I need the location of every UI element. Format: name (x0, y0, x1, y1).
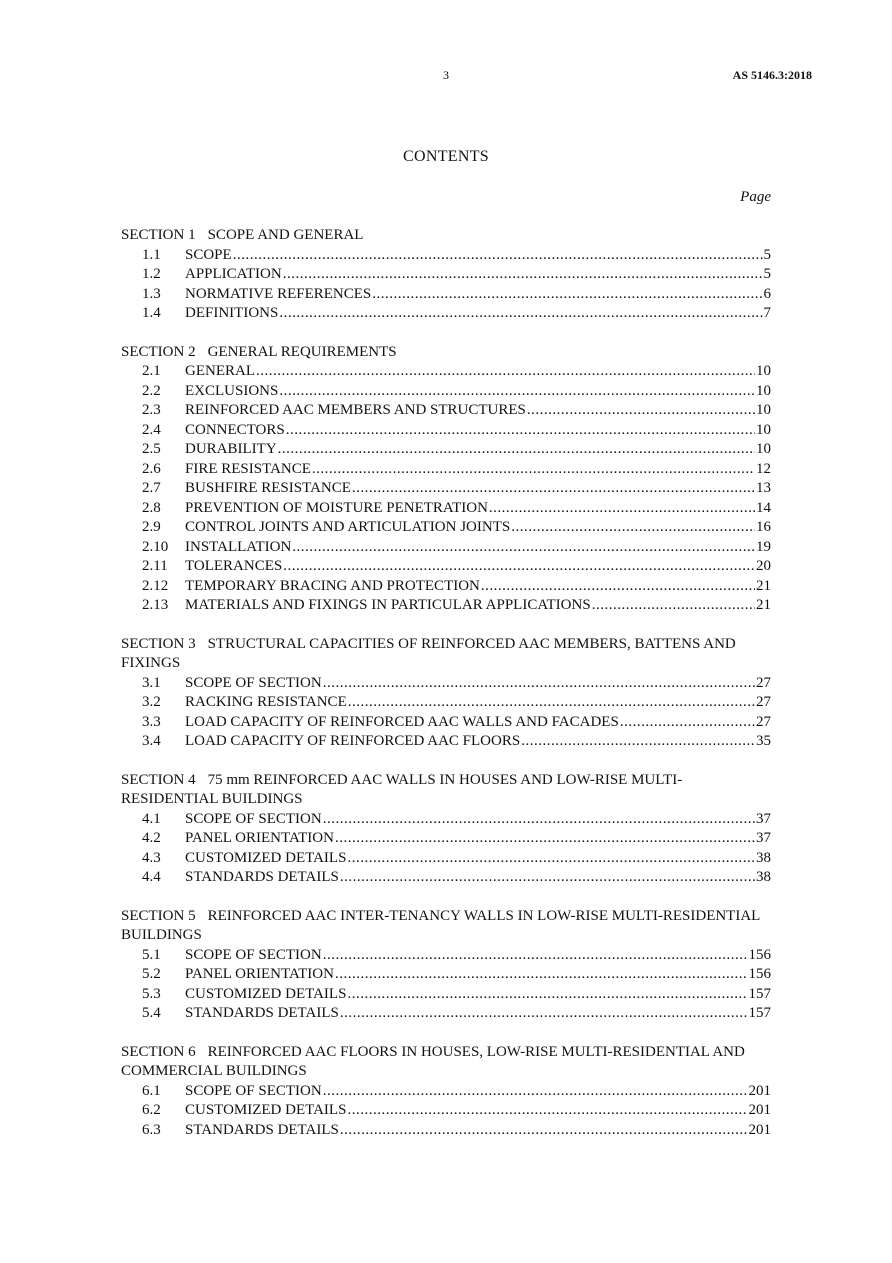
entry-label: TEMPORARY BRACING AND PROTECTION (185, 577, 480, 594)
toc-entry[interactable] (121, 810, 771, 830)
dot-leader (372, 285, 762, 305)
entry-number: 2.3 (142, 402, 161, 418)
entry-page-number: 201 (748, 1082, 771, 1099)
dot-leader (283, 557, 755, 577)
page-number: 3 (443, 68, 449, 82)
entry-number: 2.5 (142, 441, 161, 457)
entry-page-number: 157 (748, 1005, 771, 1021)
entry-label: SCOPE OF SECTION (185, 1082, 322, 1099)
entry-label: PREVENTION OF MOISTURE PENETRATION (185, 499, 488, 516)
toc-entry[interactable] (121, 421, 771, 441)
entry-page-number: 201 (748, 1121, 771, 1138)
dot-leader (323, 674, 755, 694)
entry-label: CUSTOMIZED DETAILS (185, 985, 347, 1002)
table-of-contents (121, 226, 771, 1159)
toc-entry[interactable] (121, 985, 771, 1005)
section-heading[interactable] (121, 226, 771, 246)
entry-number: 2.9 (142, 519, 161, 535)
entry-page-number: 10 (756, 402, 771, 418)
entry-page-number: 157 (748, 985, 771, 1002)
entry-page-number: 27 (756, 694, 771, 710)
entry-label: LOAD CAPACITY OF REINFORCED AAC WALLS AND FACADES (185, 713, 619, 730)
entry-number: 2.8 (142, 499, 161, 516)
dot-leader (323, 810, 755, 830)
toc-entry[interactable] (121, 265, 771, 285)
dot-leader (347, 985, 747, 1005)
dot-leader (521, 732, 755, 752)
dot-leader (279, 382, 755, 402)
entry-number: 4.2 (142, 830, 161, 846)
dot-leader (335, 965, 748, 985)
dot-leader (340, 1004, 748, 1024)
entry-number: 6.3 (142, 1121, 161, 1138)
dot-leader (489, 499, 755, 519)
entry-number: 1.3 (142, 285, 161, 302)
dot-leader (592, 596, 755, 616)
entry-page-number: 35 (756, 733, 771, 749)
entry-number: 5.4 (142, 1005, 161, 1021)
toc-entry[interactable] (121, 829, 771, 849)
entry-label: CUSTOMIZED DETAILS (185, 1102, 347, 1118)
entry-label: BUSHFIRE RESISTANCE (185, 480, 351, 496)
toc-entry[interactable] (121, 674, 771, 694)
entry-label: STANDARDS DETAILS (185, 1121, 339, 1138)
dot-leader (620, 713, 755, 733)
entry-number: 1.4 (142, 305, 161, 321)
entry-page-number: 5 (763, 246, 771, 263)
entry-page-number: 13 (756, 480, 771, 496)
entry-page-number: 7 (763, 305, 771, 321)
entry-number: 2.10 (142, 538, 169, 555)
entry-page-number: 201 (748, 1102, 771, 1118)
entry-number: 2.4 (142, 421, 161, 438)
toc-entry[interactable] (121, 304, 771, 324)
entry-label: CONTROL JOINTS AND ARTICULATION JOINTS (185, 519, 511, 535)
entry-number: 3.4 (142, 733, 161, 749)
entry-label: SCOPE (185, 246, 232, 263)
toc-section (121, 1043, 771, 1141)
entry-label: SCOPE OF SECTION (185, 810, 322, 827)
toc-entry[interactable] (121, 518, 771, 538)
entry-page-number: 37 (756, 810, 771, 827)
toc-entry[interactable] (121, 965, 771, 985)
entry-number: 2.11 (142, 558, 168, 574)
section-title: SCOPE AND GENERAL (207, 227, 364, 243)
entry-label: DEFINITIONS (185, 305, 279, 321)
entry-label: DURABILITY (185, 441, 277, 457)
entry-number: 1.2 (142, 266, 161, 282)
entry-number: 6.2 (142, 1102, 161, 1118)
entry-page-number: 38 (756, 869, 771, 885)
entry-number: 3.1 (142, 674, 161, 691)
toc-entry[interactable] (121, 1101, 771, 1121)
toc-entry[interactable] (121, 401, 771, 421)
toc-entry[interactable] (121, 499, 771, 519)
toc-entry[interactable] (121, 538, 771, 558)
entry-page-number: 12 (756, 460, 771, 477)
toc-section (121, 226, 771, 324)
toc-entry[interactable] (121, 440, 771, 460)
entry-page-number: 10 (756, 421, 771, 438)
entry-page-number: 6 (763, 285, 771, 302)
section-number: SECTION 2 (121, 343, 196, 360)
section-title: 75 mm REINFORCED AAC WALLS IN HOUSES AND LOW-RISE MULTI-RESIDENTIAL BUILDINGS (121, 771, 683, 807)
entry-page-number: 10 (756, 441, 771, 457)
toc-section (121, 907, 771, 1024)
toc-entry[interactable] (121, 1004, 771, 1024)
dot-leader (278, 440, 755, 460)
entry-page-number: 21 (756, 597, 771, 613)
entry-label: NORMATIVE REFERENCES (185, 285, 372, 302)
entry-label: STANDARDS DETAILS (185, 869, 339, 885)
dot-leader (323, 1082, 748, 1102)
entry-label: RACKING RESISTANCE (185, 694, 347, 710)
entry-page-number: 156 (748, 946, 771, 963)
entry-number: 3.3 (142, 713, 161, 730)
entry-label: CONNECTORS (185, 421, 285, 438)
toc-entry[interactable] (121, 693, 771, 713)
section-title: REINFORCED AAC INTER-TENANCY WALLS IN LOW-RISE MULTI-RESIDENTIAL BUILDINGS (121, 907, 760, 943)
page-column-label: Page (740, 189, 771, 205)
entry-number: 2.1 (142, 363, 161, 379)
entry-number: 4.3 (142, 849, 161, 866)
entry-number: 2.12 (142, 577, 169, 594)
section-number: SECTION 6 (121, 1043, 196, 1060)
dot-leader (323, 946, 748, 966)
entry-number: 2.6 (142, 460, 161, 477)
toc-section (121, 771, 771, 888)
toc-entry[interactable] (121, 596, 771, 616)
entry-label: GENERAL (185, 363, 255, 379)
entry-page-number: 14 (756, 499, 771, 516)
entry-label: TOLERANCES (185, 558, 283, 574)
entry-label: CUSTOMIZED DETAILS (185, 849, 347, 866)
entry-label: STANDARDS DETAILS (185, 1005, 339, 1021)
dot-leader (511, 518, 755, 538)
dot-leader (312, 460, 755, 480)
section-heading[interactable] (121, 635, 771, 674)
entry-number: 6.1 (142, 1082, 161, 1099)
section-title: REINFORCED AAC FLOORS IN HOUSES, LOW-RISE MULTI-RESIDENTIAL AND COMMERCIAL BUILDINGS (121, 1043, 745, 1079)
entry-label: INSTALLATION (185, 538, 292, 555)
entry-page-number: 5 (763, 266, 771, 282)
entry-label: EXCLUSIONS (185, 382, 279, 399)
toc-entry[interactable] (121, 1121, 771, 1141)
entry-number: 5.1 (142, 946, 161, 963)
dot-leader (348, 693, 755, 713)
dot-leader (352, 479, 755, 499)
toc-entry[interactable] (121, 732, 771, 752)
entry-label: LOAD CAPACITY OF REINFORCED AAC FLOORS (185, 733, 521, 749)
toc-section (121, 343, 771, 616)
dot-leader (335, 829, 755, 849)
standard-identifier: AS 5146.3:2018 (732, 68, 812, 82)
section-title: STRUCTURAL CAPACITIES OF REINFORCED AAC MEMBERS, BATTENS AND FIXINGS (121, 635, 736, 671)
toc-section (121, 635, 771, 752)
toc-entry[interactable] (121, 362, 771, 382)
entry-page-number: 10 (756, 382, 771, 399)
toc-entry[interactable] (121, 577, 771, 597)
toc-entry[interactable] (121, 479, 771, 499)
toc-entry[interactable] (121, 1082, 771, 1102)
section-title: GENERAL REQUIREMENTS (207, 343, 397, 360)
toc-entry[interactable] (121, 946, 771, 966)
entry-page-number: 16 (756, 519, 771, 535)
entry-label: APPLICATION (185, 266, 282, 282)
entry-number: 2.7 (142, 480, 161, 496)
entry-page-number: 27 (756, 674, 771, 691)
dot-leader (481, 577, 755, 597)
dot-leader (286, 421, 755, 441)
page-title: CONTENTS (403, 148, 489, 165)
dot-leader (283, 265, 763, 285)
section-number: SECTION 5 (121, 907, 196, 924)
entry-page-number: 27 (756, 713, 771, 730)
entry-page-number: 20 (756, 558, 771, 574)
section-heading[interactable] (121, 771, 771, 810)
toc-entry[interactable] (121, 382, 771, 402)
entry-page-number: 19 (756, 538, 771, 555)
entry-page-number: 38 (756, 849, 771, 866)
dot-leader (256, 362, 755, 382)
toc-entry[interactable] (121, 849, 771, 869)
entry-number: 1.1 (142, 246, 161, 263)
entry-label: FIRE RESISTANCE (185, 460, 311, 477)
dot-leader (347, 1101, 747, 1121)
entry-number: 5.3 (142, 985, 161, 1002)
toc-entry[interactable] (121, 285, 771, 305)
toc-entry[interactable] (121, 557, 771, 577)
entry-page-number: 37 (756, 830, 771, 846)
dot-leader (340, 1121, 748, 1141)
dot-leader (233, 246, 763, 266)
dot-leader (279, 304, 762, 324)
dot-leader (340, 868, 755, 888)
entry-number: 3.2 (142, 694, 161, 710)
entry-label: MATERIALS AND FIXINGS IN PARTICULAR APPLICATIONS (185, 597, 591, 613)
toc-entry[interactable] (121, 868, 771, 888)
entry-number: 4.4 (142, 869, 161, 885)
section-number: SECTION 3 (121, 635, 196, 652)
entry-page-number: 10 (756, 363, 771, 379)
toc-entry[interactable] (121, 460, 771, 480)
entry-label: PANEL ORIENTATION (185, 966, 334, 982)
dot-leader (292, 538, 755, 558)
entry-page-number: 156 (748, 966, 771, 982)
section-heading[interactable] (121, 1043, 771, 1082)
entry-number: 4.1 (142, 810, 161, 827)
entry-label: REINFORCED AAC MEMBERS AND STRUCTURES (185, 402, 526, 418)
entry-number: 5.2 (142, 966, 161, 982)
toc-entry[interactable] (121, 246, 771, 266)
entry-number: 2.13 (142, 597, 169, 613)
section-number: SECTION 4 (121, 771, 196, 788)
toc-entry[interactable] (121, 713, 771, 733)
entry-label: PANEL ORIENTATION (185, 830, 334, 846)
entry-number: 2.2 (142, 382, 161, 399)
section-number: SECTION 1 (121, 227, 196, 243)
entry-label: SCOPE OF SECTION (185, 674, 322, 691)
entry-page-number: 21 (756, 577, 771, 594)
dot-leader (527, 401, 755, 421)
section-heading[interactable] (121, 343, 771, 363)
entry-label: SCOPE OF SECTION (185, 946, 322, 963)
section-heading[interactable] (121, 907, 771, 946)
dot-leader (347, 849, 755, 869)
